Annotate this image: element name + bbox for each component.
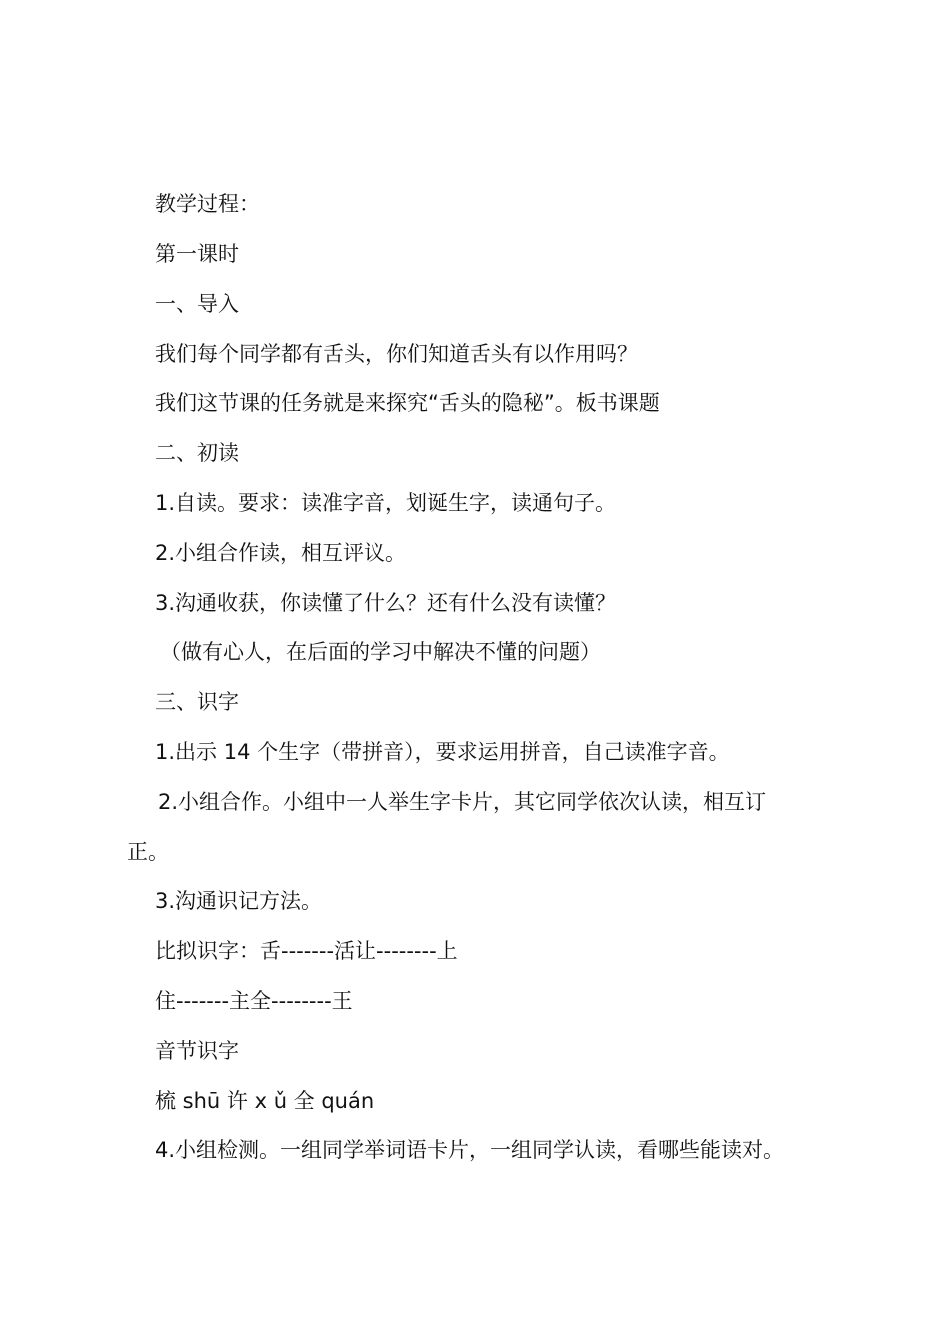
paragraph-line: 我们每个同学都有舌头，你们知道舌头有以作用吗？ [155,342,638,366]
list-item: 4.小组检测。一组同学举词语卡片，一组同学认读，看哪些能读对。 [155,1138,785,1162]
list-item: 1.自读。要求：读准字音，划诞生字，读通句子。 [155,491,617,515]
list-item: 2.小组合作。小组中一人举生字卡片，其它同学依次认读，相互订 [158,790,767,814]
paragraph-line: 梳 shū 许 x ǔ 全 quán [155,1089,375,1113]
subheading-introduction: 一、导入 [155,292,239,316]
parenthetical-note: （做有心人，在后面的学习中解决不懂的问题） [160,640,601,664]
section-heading-teaching-process: 教学过程： [155,192,260,216]
subheading-first-reading: 二、初读 [155,441,239,465]
paragraph-line: 住-------主全--------王 [155,989,353,1013]
list-item-continuation: 正。 [127,840,169,864]
paragraph-line: 我们这节课的任务就是来探究“舌头的隐秘”。板书课题 [155,391,660,415]
subheading-literacy: 三、识字 [155,690,239,714]
list-item: 1.出示 14 个生字（带拼音），要求运用拼音，自己读准字音。 [155,740,730,764]
list-item: 3.沟通识记方法。 [155,889,323,913]
list-item: 2.小组合作读，相互评议。 [155,541,407,565]
paragraph-line: 比拟识字：舌-------活让--------上 [155,939,458,963]
lesson-heading: 第一课时 [155,242,239,266]
list-item: 3.沟通收获，你读懂了什么？还有什么没有读懂？ [155,591,617,615]
paragraph-line: 音节识字 [155,1039,239,1063]
